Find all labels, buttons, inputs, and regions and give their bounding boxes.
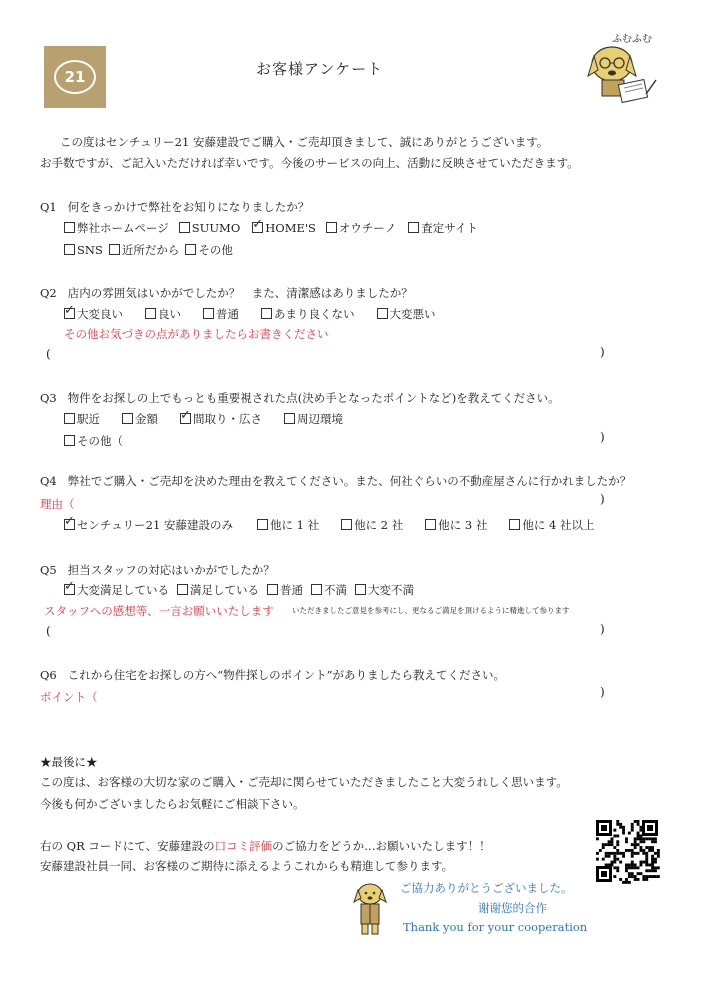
qr-module <box>640 861 643 864</box>
qr-module <box>622 881 625 884</box>
q2-text: 店内の雰囲気はいかがでしたか？ また、清潔感はありましたか？ <box>67 286 413 300</box>
qr-module <box>651 858 654 861</box>
qr-module <box>613 852 616 855</box>
option-label: 普通 <box>216 307 239 321</box>
qr-module <box>625 837 628 840</box>
option-label: 金額 <box>135 412 158 426</box>
option[interactable] <box>203 306 239 322</box>
qr-module <box>651 840 654 843</box>
qr-module <box>634 878 637 881</box>
option[interactable] <box>408 220 478 236</box>
checkbox[interactable] <box>284 413 295 424</box>
q4-text: 弊社でご購入・ご売却を決めた理由を教えてください。また、何社ぐらいの不動産屋さんに行かれましたか？ <box>67 474 632 488</box>
option[interactable] <box>64 243 103 257</box>
qr-module <box>631 826 634 829</box>
option-label: オウチーノ <box>338 221 397 235</box>
qr-module <box>616 843 619 846</box>
q1-label: Q1 <box>40 200 57 214</box>
mascot-dog-reading-icon <box>584 36 664 109</box>
option[interactable] <box>377 306 436 322</box>
qr-module <box>613 866 616 869</box>
qr-module <box>622 855 625 858</box>
qr-module <box>645 869 648 872</box>
q6-point-label: ポイント（ <box>40 690 98 704</box>
qr-module <box>640 837 643 840</box>
option-label: 査定サイト <box>421 221 478 235</box>
q6-question <box>40 667 505 683</box>
option-label: 大変悪い <box>389 307 436 321</box>
qr-module <box>616 852 619 855</box>
qr-module <box>625 840 628 843</box>
option-label: 大変良い <box>77 307 123 321</box>
qr-module <box>651 861 654 864</box>
qr-module <box>634 852 637 855</box>
qr-module <box>657 849 660 852</box>
q3-other <box>64 433 123 449</box>
option[interactable] <box>179 221 240 235</box>
qr-module <box>613 858 616 861</box>
qr-module <box>631 852 634 855</box>
qr-module <box>651 869 654 872</box>
option-label: 他に 1 社 <box>269 518 320 532</box>
option[interactable] <box>64 582 169 598</box>
checkbox[interactable] <box>179 222 190 233</box>
qr-module <box>602 858 605 861</box>
qr-module <box>654 858 657 861</box>
qr-module <box>625 866 628 869</box>
qr-module <box>637 866 640 869</box>
option[interactable] <box>180 411 262 427</box>
option-label: 周辺環境 <box>297 412 343 426</box>
q2-question <box>40 285 413 301</box>
qr-module <box>657 875 660 878</box>
qr-module <box>634 864 637 867</box>
qr-module <box>622 852 625 855</box>
checkbox[interactable] <box>257 519 268 530</box>
qr-module <box>640 872 643 875</box>
qr-module <box>631 864 634 867</box>
q3-other-label: その他（ <box>77 434 123 448</box>
checkbox-checked[interactable] <box>64 308 75 319</box>
qr-module <box>651 866 654 869</box>
thanks-japanese: ご協力ありがとうございました。 <box>400 881 573 895</box>
qr-module <box>605 852 608 855</box>
q2-options <box>64 306 446 322</box>
option[interactable] <box>326 220 396 236</box>
q5-options <box>64 582 422 598</box>
qr-module <box>648 837 651 840</box>
checkbox[interactable] <box>261 308 272 319</box>
q5-paren-close: ) <box>600 622 605 636</box>
q2-paren-open: ( <box>46 347 51 361</box>
qr-module <box>628 875 631 878</box>
qr-module <box>637 823 640 826</box>
option-label: あまり良くない <box>274 307 355 321</box>
option[interactable] <box>425 517 487 533</box>
qr-module <box>602 843 605 846</box>
checkbox[interactable] <box>185 244 196 255</box>
option-label: SUUMO <box>191 221 241 235</box>
qr-module <box>616 835 619 838</box>
q5-question <box>40 562 275 578</box>
qr-module <box>634 846 637 849</box>
checkbox[interactable] <box>425 519 436 530</box>
qr-module <box>611 864 614 867</box>
qr-module <box>605 855 608 858</box>
qr-module <box>608 855 611 858</box>
qr-module <box>608 852 611 855</box>
qr-module <box>611 852 614 855</box>
qr-module <box>613 875 616 878</box>
checkbox[interactable] <box>64 244 75 255</box>
qr-module <box>631 823 634 826</box>
option[interactable] <box>64 517 233 533</box>
q6-text: これから住宅をお探しの方へ“物件探しのポイント”がありましたら教えてください。 <box>67 668 505 682</box>
qr-module <box>628 832 631 835</box>
option[interactable] <box>64 220 169 236</box>
qr-module <box>648 869 651 872</box>
checkbox[interactable] <box>203 308 214 319</box>
q5-label: Q5 <box>40 563 57 577</box>
qr-module <box>599 849 602 852</box>
qr-module <box>613 861 616 864</box>
qr-module <box>645 875 648 878</box>
qr-module <box>637 852 640 855</box>
qr-module <box>654 875 657 878</box>
option[interactable] <box>109 242 180 258</box>
qr-module <box>645 861 648 864</box>
checkbox[interactable] <box>122 413 133 424</box>
qr-module <box>651 846 654 849</box>
qr-module <box>637 820 640 823</box>
qr-module <box>640 835 643 838</box>
qr-module <box>631 855 634 858</box>
qr-module <box>657 852 660 855</box>
intro-line-1: この度はセンチュリー21 安藤建設でご購入・ご売却頂きまして、誠にありがとうございます。 <box>60 135 549 149</box>
q5-comment-note: いただきましたご意見を参考にし、更なるご満足を頂けるように精進して参ります <box>292 606 570 615</box>
staff-line: 安藤建設社員一同、お客様のご期待に添えるようこれからも精進して参ります。 <box>40 859 454 873</box>
qr-module <box>634 843 637 846</box>
qr-module <box>616 858 619 861</box>
q2-comment-prompt: その他お気づきの点がありましたらお書きください <box>64 327 329 341</box>
qr-module <box>619 826 622 829</box>
qr-line-highlight: 口コミ評価 <box>214 839 273 853</box>
option[interactable] <box>341 517 403 533</box>
qr-module <box>631 861 634 864</box>
qr-module <box>645 837 648 840</box>
option-label: 大変不満 <box>368 583 414 597</box>
qr-module <box>637 878 640 881</box>
closing-line-2: 今後も何かございましたらお気軽にご相談下さい。 <box>40 797 305 811</box>
qr-module <box>631 829 634 832</box>
q4-paren-close: ) <box>600 492 605 506</box>
qr-module <box>648 846 651 849</box>
qr-module <box>622 832 625 835</box>
qr-module <box>628 872 631 875</box>
checkbox[interactable] <box>177 584 188 595</box>
qr-module <box>640 846 643 849</box>
qr-module <box>631 843 634 846</box>
qr-module <box>648 875 651 878</box>
q3-question <box>40 390 560 406</box>
qr-module <box>596 852 599 855</box>
q1-text: 何をきっかけで弊社をお知りになりましたか？ <box>67 200 310 214</box>
qr-module <box>654 866 657 869</box>
option-label: 不満 <box>324 583 347 597</box>
option-label: 他に 4 社以上 <box>522 518 595 532</box>
option-label: その他 <box>198 243 233 257</box>
checkbox[interactable] <box>145 308 156 319</box>
q3-text: 物件をお探しの上でもっとも重要視された点(決め手となったポイントなど)を教えてください。 <box>67 391 560 405</box>
option-label: 間取り・広さ <box>193 412 262 426</box>
option-label: 満足している <box>190 583 259 597</box>
qr-module <box>611 843 614 846</box>
option[interactable] <box>185 242 233 258</box>
qr-module <box>596 858 599 861</box>
thanks-english: Thank you for your cooperation <box>403 920 588 934</box>
qr-module <box>611 837 614 840</box>
qr-module <box>637 872 640 875</box>
thanks-chinese: 谢谢您的合作 <box>478 901 547 915</box>
q3-other-checkbox[interactable] <box>64 435 75 446</box>
qr-module <box>654 840 657 843</box>
century21-logo <box>44 46 106 108</box>
option-label: 良い <box>158 307 181 321</box>
qr-module <box>619 878 622 881</box>
qr-module <box>657 866 660 869</box>
q1-options-row1 <box>64 220 488 236</box>
qr-module <box>642 849 645 852</box>
option-label: 弊社ホームページ <box>77 221 169 235</box>
qr-module <box>651 837 654 840</box>
option-label: 他に 2 社 <box>354 518 404 532</box>
qr-module <box>611 840 614 843</box>
qr-module <box>651 864 654 867</box>
qr-module <box>605 843 608 846</box>
qr-module <box>642 861 645 864</box>
qr-module <box>616 823 619 826</box>
option-label: SNS <box>77 243 103 257</box>
qr-module <box>640 849 643 852</box>
option[interactable] <box>252 221 316 235</box>
qr-module <box>611 861 614 864</box>
checkbox[interactable] <box>377 308 388 319</box>
qr-module <box>651 849 654 852</box>
qr-module <box>648 864 651 867</box>
option[interactable] <box>509 517 594 533</box>
qr-module <box>608 843 611 846</box>
qr-module <box>642 852 645 855</box>
dog-caption: ふむふむ <box>612 34 652 45</box>
qr-module <box>640 840 643 843</box>
qr-module <box>637 835 640 838</box>
option-label: 普通 <box>280 583 303 597</box>
qr-module <box>637 837 640 840</box>
checkbox-checked[interactable] <box>180 413 191 424</box>
qr-module <box>654 869 657 872</box>
mascot-dog-bowing-icon <box>350 880 390 939</box>
qr-module <box>654 852 657 855</box>
q1-question <box>40 199 309 215</box>
option-label: 他に 3 社 <box>438 518 488 532</box>
option[interactable] <box>145 306 181 322</box>
q4-reason-label: 理由（ <box>40 497 75 511</box>
option[interactable] <box>177 582 259 598</box>
q1-options-row2 <box>64 242 239 258</box>
option-label: センチュリー21 安藤建設のみ <box>77 518 233 532</box>
qr-module <box>613 846 616 849</box>
qr-module <box>628 864 631 867</box>
qr-module <box>619 861 622 864</box>
qr-module <box>640 864 643 867</box>
option[interactable] <box>64 411 100 427</box>
qr-module <box>631 866 634 869</box>
q3-label: Q3 <box>40 391 57 405</box>
intro-line-2: お手数ですが、ご記入いただければ幸いです。今後のサービスの向上、活動に反映させていただきます。 <box>40 156 579 170</box>
q4-options <box>64 517 605 533</box>
checkbox[interactable] <box>109 244 120 255</box>
qr-module <box>631 849 634 852</box>
qr-module <box>634 820 637 823</box>
qr-module <box>637 843 640 846</box>
qr-module <box>616 849 619 852</box>
qr-module <box>642 840 645 843</box>
option[interactable] <box>122 411 158 427</box>
checkbox[interactable] <box>64 222 75 233</box>
option-label: 駅近 <box>77 412 100 426</box>
checkbox[interactable] <box>408 222 419 233</box>
qr-module <box>631 875 634 878</box>
qr-module <box>642 837 645 840</box>
qr-module <box>637 832 640 835</box>
qr-module <box>645 852 648 855</box>
qr-module <box>608 864 611 867</box>
qr-module <box>625 878 628 881</box>
option-label: HOME'S <box>265 221 316 235</box>
option[interactable] <box>311 582 347 598</box>
q2-label: Q2 <box>40 286 57 300</box>
closing-heading: ★最後に★ <box>40 755 98 769</box>
qr-module <box>645 864 648 867</box>
checkbox-checked[interactable] <box>64 584 75 595</box>
qr-module <box>613 835 616 838</box>
qr-module <box>645 858 648 861</box>
qr-module <box>634 875 637 878</box>
qr-module <box>622 826 625 829</box>
checkbox[interactable] <box>355 584 366 595</box>
q4-label: Q4 <box>40 474 57 488</box>
qr-code[interactable] <box>594 818 660 884</box>
qr-module <box>625 881 628 884</box>
option[interactable] <box>64 306 123 322</box>
q5-paren-open: ( <box>46 624 51 638</box>
qr-module <box>654 861 657 864</box>
qr-module <box>645 878 648 881</box>
qr-module <box>651 855 654 858</box>
q2-paren-close: ) <box>600 345 605 359</box>
qr-module <box>616 866 619 869</box>
qr-module <box>619 823 622 826</box>
qr-module <box>616 869 619 872</box>
q4-question <box>40 473 631 489</box>
checkbox[interactable] <box>311 584 322 595</box>
q6-label: Q6 <box>40 668 57 682</box>
checkbox-checked[interactable] <box>252 222 263 233</box>
q3-options <box>64 411 353 427</box>
qr-module <box>608 840 611 843</box>
qr-module <box>628 881 631 884</box>
qr-module <box>602 846 605 849</box>
qr-module <box>625 869 628 872</box>
qr-module <box>654 837 657 840</box>
qr-module <box>634 866 637 869</box>
q3-paren-close: ) <box>600 430 605 444</box>
qr-module <box>640 829 643 832</box>
checkbox[interactable] <box>509 519 520 530</box>
qr-module <box>613 855 616 858</box>
checkbox[interactable] <box>341 519 352 530</box>
q5-text: 担当スタッフの対応はいかがでしたか？ <box>67 563 275 577</box>
q5-comment-prompt: スタッフへの感想等、一言お願いいたします <box>44 604 274 618</box>
option[interactable] <box>267 582 303 598</box>
qr-module <box>651 875 654 878</box>
qr-request-line <box>40 838 491 854</box>
option[interactable] <box>284 411 343 427</box>
qr-module <box>628 849 631 852</box>
closing-line-1: この度は、お客様の大切な家のご購入・ご売却に関らせていただきましたこと大変うれしく思います。 <box>40 775 568 789</box>
qr-module <box>625 849 628 852</box>
qr-module <box>648 849 651 852</box>
option[interactable] <box>355 582 414 598</box>
qr-module <box>628 866 631 869</box>
qr-module <box>619 852 622 855</box>
qr-module <box>642 878 645 881</box>
qr-module <box>642 875 645 878</box>
page-title: お客様アンケート <box>256 60 384 78</box>
option-label: 大変満足している <box>77 583 169 597</box>
checkbox[interactable] <box>267 584 278 595</box>
qr-line-a: 右の QR コードにて、安藤建設の <box>40 839 215 853</box>
qr-module <box>616 840 619 843</box>
qr-module <box>631 872 634 875</box>
qr-module <box>596 837 599 840</box>
qr-module <box>622 829 625 832</box>
qr-module <box>645 855 648 858</box>
qr-module <box>657 855 660 858</box>
checkbox[interactable] <box>326 222 337 233</box>
qr-module <box>605 864 608 867</box>
qr-module <box>616 820 619 823</box>
q6-paren-close: ) <box>600 685 605 699</box>
checkbox-checked[interactable] <box>64 519 75 530</box>
qr-module <box>613 829 616 832</box>
qr-line-b: のご協力をどうか…お願いいたします！！ <box>272 839 491 853</box>
qr-module <box>625 864 628 867</box>
qr-module <box>640 826 643 829</box>
option[interactable] <box>257 517 319 533</box>
qr-module <box>634 840 637 843</box>
option[interactable] <box>261 306 355 322</box>
checkbox[interactable] <box>64 413 75 424</box>
option-label: 近所だから <box>121 243 180 257</box>
qr-module <box>634 837 637 840</box>
qr-module <box>645 846 648 849</box>
logo-text: 21 <box>54 60 96 94</box>
